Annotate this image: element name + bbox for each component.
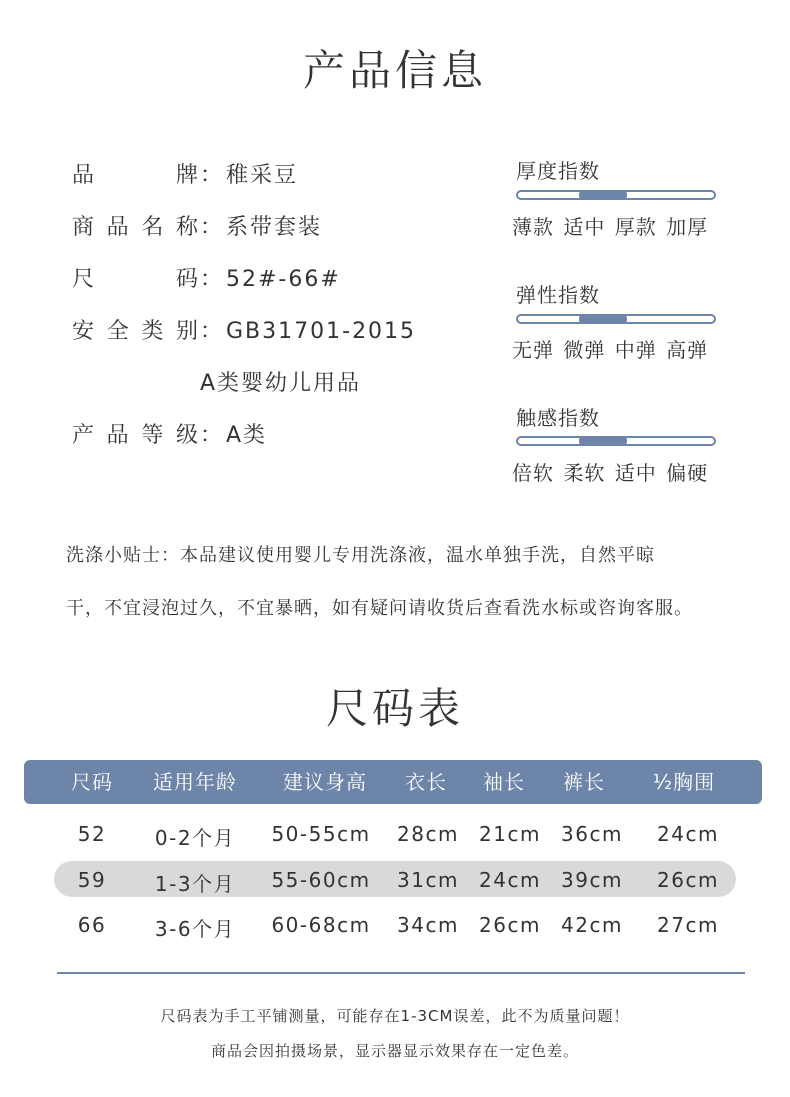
header-pants: 裤长: [563, 770, 605, 794]
info-value: 稚采豆: [226, 163, 299, 188]
cell-pants: 39cm: [561, 868, 623, 892]
cell-height: 60-68cm: [271, 913, 371, 937]
cell-size: 59: [77, 868, 107, 892]
info-row-brand: [72, 158, 298, 189]
info-row-size: [72, 262, 341, 293]
info-value: 52#-66#: [226, 267, 341, 292]
cell-pants: 42cm: [561, 913, 623, 937]
info-colon: ：: [200, 163, 225, 188]
size-chart-title: 尺码表: [325, 684, 464, 733]
elasticity-index-fill: [579, 315, 627, 323]
info-value: GB31701-2015: [226, 319, 417, 344]
info-label: 产品等级: [72, 423, 200, 448]
cell-age: 1-3个月: [154, 872, 236, 896]
cell-height: 50-55cm: [271, 822, 371, 846]
header-age: 适用年龄: [153, 770, 237, 794]
thickness-index-options: 薄款 适中 厚款 加厚: [512, 215, 709, 239]
cell-chest: 27cm: [657, 913, 719, 937]
info-colon: ：: [200, 215, 225, 240]
cell-chest: 24cm: [657, 822, 719, 846]
info-colon: ：: [200, 267, 225, 292]
cell-sleeve: 24cm: [479, 868, 541, 892]
cell-sleeve: 26cm: [479, 913, 541, 937]
elasticity-index-title: 弹性指数: [516, 283, 600, 307]
touch-index-bar: [516, 436, 716, 446]
header-length: 衣长: [405, 770, 447, 794]
cell-length: 28cm: [397, 822, 459, 846]
info-colon: ：: [200, 423, 225, 448]
divider-line: [57, 972, 745, 974]
info-label: 尺码: [72, 267, 200, 292]
washing-tip-line2: 干，不宜浸泡过久，不宜暴晒，如有疑问请收货后查看洗水标或咨询客服。: [66, 598, 693, 619]
info-label: 商品名称: [72, 215, 200, 240]
header-size: 尺码: [71, 770, 113, 794]
cell-pants: 36cm: [561, 822, 623, 846]
info-safety-sub: A类婴幼儿用品: [200, 371, 362, 396]
thickness-index-title: 厚度指数: [516, 159, 600, 183]
cell-length: 34cm: [397, 913, 459, 937]
cell-chest: 26cm: [657, 868, 719, 892]
thickness-index-bar: [516, 190, 716, 200]
cell-size: 66: [77, 913, 107, 937]
elasticity-index-bar: [516, 314, 716, 324]
header-height: 建议身高: [283, 770, 367, 794]
measurement-note: 尺码表为手工平铺测量，可能存在1-3CM误差，此不为质量问题！: [160, 1007, 630, 1025]
touch-index-options: 倍软 柔软 适中 偏硬: [512, 461, 709, 485]
size-table-header: [24, 760, 762, 804]
washing-tip-line1: 洗涤小贴士：本品建议使用婴儿专用洗涤液，温水单独手洗，自然平晾: [66, 545, 655, 566]
cell-sleeve: 21cm: [479, 822, 541, 846]
cell-age: 3-6个月: [154, 917, 236, 941]
header-sleeve: 袖长: [483, 770, 525, 794]
info-label: 品牌: [72, 163, 200, 188]
info-colon: ：: [200, 319, 225, 344]
cell-size: 52: [77, 822, 107, 846]
thickness-index-fill: [579, 191, 627, 199]
header-chest: ½胸围: [652, 770, 716, 794]
info-value: A类: [226, 423, 268, 448]
info-row-grade: [72, 418, 267, 449]
info-row-product-name: [72, 210, 322, 241]
elasticity-index-options: 无弹 微弹 中弹 高弹: [512, 338, 709, 362]
cell-age: 0-2个月: [154, 826, 236, 850]
color-note: 商品会因拍摄场景，显示器显示效果存在一定色差。: [210, 1042, 579, 1060]
touch-index-fill: [579, 437, 627, 445]
cell-length: 31cm: [397, 868, 459, 892]
info-row-safety: [72, 314, 416, 345]
info-value: 系带套装: [226, 215, 323, 240]
product-info-title: 产品信息: [302, 46, 487, 95]
touch-index-title: 触感指数: [516, 406, 600, 430]
info-label: 安全类别: [72, 319, 200, 344]
cell-height: 55-60cm: [271, 868, 371, 892]
